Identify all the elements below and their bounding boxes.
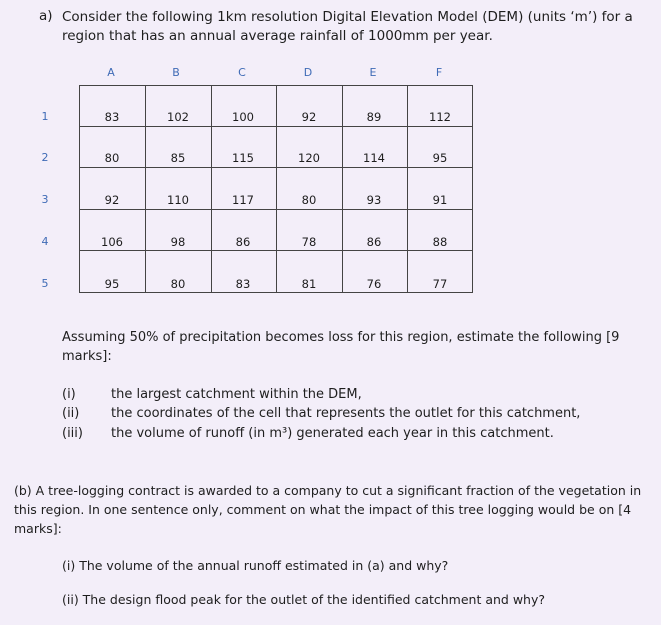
sub-question-label: (i) xyxy=(62,387,76,402)
dem-cell-d2: 120 xyxy=(298,151,320,165)
dem-cell-c1: 100 xyxy=(232,110,254,124)
dem-cell-a2: 80 xyxy=(104,151,120,165)
dem-cell-f3: 91 xyxy=(432,193,448,207)
dem-cell-b1: 102 xyxy=(167,110,189,124)
dem-cell-e2: 114 xyxy=(363,151,385,165)
dem-cell-f1: 112 xyxy=(429,110,451,124)
sub-question-label: (iii) xyxy=(62,426,83,441)
dem-cell-f4: 88 xyxy=(432,235,448,249)
row-header-2: 2 xyxy=(41,151,49,164)
dem-cell-e3: 93 xyxy=(366,193,382,207)
dem-cell-a1: 83 xyxy=(104,110,120,124)
dem-cell-d1: 92 xyxy=(301,110,317,124)
dem-cell-d3: 80 xyxy=(301,193,317,207)
dem-cell-a3: 92 xyxy=(104,193,120,207)
dem-cell-c3: 117 xyxy=(232,193,254,207)
grid-divider xyxy=(80,126,472,127)
column-header-c: C xyxy=(238,66,246,79)
row-header-5: 5 xyxy=(41,277,49,290)
dem-cell-a5: 95 xyxy=(104,277,120,291)
dem-cell-a4: 106 xyxy=(101,235,123,249)
dem-cell-f2: 95 xyxy=(432,151,448,165)
dem-cell-b2: 85 xyxy=(170,151,186,165)
dem-cell-d4: 78 xyxy=(301,235,317,249)
dem-cell-b3: 110 xyxy=(167,193,189,207)
dem-cell-c4: 86 xyxy=(235,235,251,249)
question-b-item: (i) The volume of the annual runoff estimated in (a) and why? xyxy=(62,558,449,573)
column-header-e: E xyxy=(369,66,377,79)
assumption-text: Assuming 50% of precipitation becomes loss for this region, estimate the following [9 marks]: xyxy=(62,330,620,364)
column-header-a: A xyxy=(107,66,115,79)
column-header-b: B xyxy=(172,66,180,79)
question-b-item: (ii) The design flood peak for the outlet of the identified catchment and why? xyxy=(62,592,546,607)
grid-divider xyxy=(80,250,472,251)
row-header-3: 3 xyxy=(41,193,49,206)
column-header-d: D xyxy=(303,66,313,79)
question-a-text: Consider the following 1km resolution Digital Elevation Model (DEM) (units ‘m’) for a region that has an annual average rainfall of 1000mm per year. xyxy=(62,9,633,44)
dem-cell-c5: 83 xyxy=(235,277,251,291)
sub-question-text: the largest catchment within the DEM, xyxy=(111,387,362,402)
grid-divider xyxy=(80,209,472,210)
row-header-4: 4 xyxy=(41,235,49,248)
dem-cell-d5: 81 xyxy=(301,277,317,291)
dem-cell-e1: 89 xyxy=(366,110,382,124)
dem-cell-e5: 76 xyxy=(366,277,382,291)
grid-divider xyxy=(80,167,472,168)
sub-question-text: the coordinates of the cell that represents the outlet for this catchment, xyxy=(111,406,581,421)
dem-cell-b4: 98 xyxy=(170,235,186,249)
row-header-1: 1 xyxy=(41,110,49,123)
question-b-text: (b) A tree-logging contract is awarded to a company to cut a significant fraction of the vegetation in this region. In one sentence only, comment on what the impact of this tree logging would be on [4 marks]: xyxy=(14,483,642,536)
dem-cell-b5: 80 xyxy=(170,277,186,291)
question-a-label: a) xyxy=(39,8,53,24)
sub-question-text: the volume of runoff (in m³) generated each year in this catchment. xyxy=(111,426,554,441)
column-header-f: F xyxy=(435,66,443,79)
dem-cell-f5: 77 xyxy=(432,277,448,291)
dem-cell-c2: 115 xyxy=(232,151,254,165)
dem-cell-e4: 86 xyxy=(366,235,382,249)
sub-question-label: (ii) xyxy=(62,406,80,421)
